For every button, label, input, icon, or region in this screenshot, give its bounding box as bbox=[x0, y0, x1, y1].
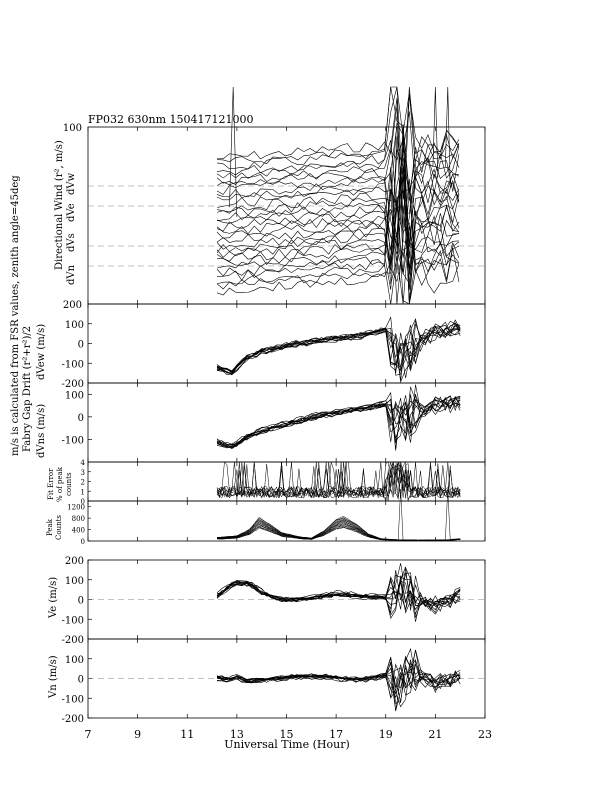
x-tick-label: 13 bbox=[229, 728, 244, 741]
panel-1-row-label-dvw: dVw bbox=[66, 172, 77, 195]
wind-trace bbox=[217, 87, 459, 199]
y-tick-label: -200 bbox=[61, 635, 84, 646]
side-note-1: m/s is calculated from FSR values, zenith angle=45deg bbox=[10, 175, 21, 456]
y-tick-label: 400 bbox=[71, 526, 85, 535]
data-trace bbox=[217, 573, 460, 611]
y-tick-label: 0 bbox=[77, 339, 84, 351]
panel-4-ylabel-1: Fit Error bbox=[47, 468, 55, 500]
x-tick-label: 15 bbox=[279, 728, 294, 741]
panel-frame-3 bbox=[88, 383, 485, 462]
panel-5-ylabel-1: Peak bbox=[46, 519, 54, 536]
figure-title: FP032 630nm 150417121000 bbox=[88, 113, 254, 126]
panel-6-ylabel: Ve (m/s) bbox=[48, 576, 59, 618]
panel-7-ylabel: Vn (m/s) bbox=[48, 655, 59, 698]
data-trace bbox=[217, 397, 460, 448]
data-trace bbox=[217, 321, 460, 375]
panel-1-row-label-dvs: dVs bbox=[66, 233, 77, 252]
y-tick-label: 1200 bbox=[67, 503, 85, 512]
wind-spike bbox=[445, 87, 450, 187]
panel-1-row-label-dvn: dVn bbox=[66, 264, 77, 285]
y-tick-label: 0 bbox=[77, 412, 84, 424]
wind-trace bbox=[217, 136, 459, 290]
data-trace bbox=[217, 658, 460, 710]
x-tick-label: 9 bbox=[134, 728, 142, 741]
data-trace bbox=[217, 317, 460, 371]
y-tick-label: -100 bbox=[61, 435, 84, 447]
panel-4-ylabel-3: counts bbox=[65, 472, 73, 496]
y-tick-label: -200 bbox=[61, 379, 84, 390]
y-tick-label: -200 bbox=[61, 714, 84, 725]
wind-trace bbox=[217, 87, 459, 192]
data-trace bbox=[217, 669, 460, 697]
x-tick-label: 23 bbox=[478, 728, 492, 741]
data-trace bbox=[217, 398, 460, 447]
y-tick-label: -100 bbox=[61, 359, 84, 371]
y-tick-label: 4 bbox=[80, 459, 85, 467]
y-tick-label: 100 bbox=[64, 319, 84, 331]
data-trace bbox=[217, 319, 460, 372]
panel-1-ylabel: Directional Wind (r², m/s) bbox=[54, 140, 65, 270]
y-tick-label: 100 bbox=[64, 390, 84, 402]
x-axis-label: Universal Time (Hour) bbox=[224, 738, 350, 751]
panel-1-ytick-200: 200 bbox=[62, 300, 82, 311]
y-tick-label: 0 bbox=[77, 674, 84, 686]
panel-1-ytick-100: 100 bbox=[62, 123, 82, 134]
panel-4-ylabel-2: % of peak bbox=[56, 467, 64, 502]
y-tick-label: 200 bbox=[64, 556, 84, 567]
y-tick-label: 0 bbox=[77, 595, 84, 607]
data-trace bbox=[217, 320, 460, 375]
side-note-2: Fabry Gap Drift (r²+r²)/2 bbox=[22, 325, 33, 452]
y-tick-label: -100 bbox=[61, 615, 84, 627]
x-tick-label: 7 bbox=[84, 728, 92, 741]
data-trace bbox=[217, 656, 460, 693]
data-trace bbox=[217, 323, 460, 382]
data-trace bbox=[217, 393, 460, 449]
data-trace bbox=[217, 662, 460, 711]
wind-spike bbox=[229, 87, 236, 217]
y-tick-label: 100 bbox=[64, 575, 84, 587]
data-trace bbox=[217, 396, 460, 450]
panel-5-ylabel-2: Counts bbox=[55, 515, 63, 540]
wind-spike bbox=[433, 87, 438, 177]
y-tick-label: 3 bbox=[80, 468, 85, 477]
y-tick-label: 800 bbox=[71, 515, 85, 524]
data-trace bbox=[217, 394, 460, 447]
data-trace bbox=[217, 397, 460, 449]
wind-trace bbox=[217, 167, 459, 303]
data-trace bbox=[217, 394, 460, 445]
panels bbox=[62, 87, 492, 741]
x-tick-label: 17 bbox=[329, 728, 344, 741]
panel-2-ylabel: dVew (m/s) bbox=[36, 323, 47, 380]
data-trace bbox=[217, 320, 460, 372]
wind-trace bbox=[217, 207, 459, 270]
data-trace bbox=[217, 322, 460, 372]
y-tick-label: 2 bbox=[80, 478, 85, 487]
data-trace bbox=[217, 567, 460, 618]
y-tick-label: 100 bbox=[64, 654, 84, 666]
x-tick-label: 21 bbox=[428, 728, 443, 741]
data-trace bbox=[217, 323, 460, 374]
y-tick-label: 0 bbox=[80, 538, 85, 546]
data-trace bbox=[217, 327, 460, 378]
y-tick-label: 0 bbox=[80, 498, 85, 506]
data-trace bbox=[217, 395, 460, 448]
data-trace bbox=[217, 385, 460, 446]
y-tick-label: -100 bbox=[61, 694, 84, 706]
panel-3-ylabel: dVns (m/s) bbox=[36, 403, 47, 458]
panel-1-row-label-dve: dVe bbox=[66, 203, 77, 222]
wind-trace bbox=[217, 87, 459, 193]
y-tick-label: 1 bbox=[80, 488, 85, 497]
x-tick-label: 19 bbox=[378, 728, 393, 741]
x-tick-label: 11 bbox=[180, 728, 195, 741]
